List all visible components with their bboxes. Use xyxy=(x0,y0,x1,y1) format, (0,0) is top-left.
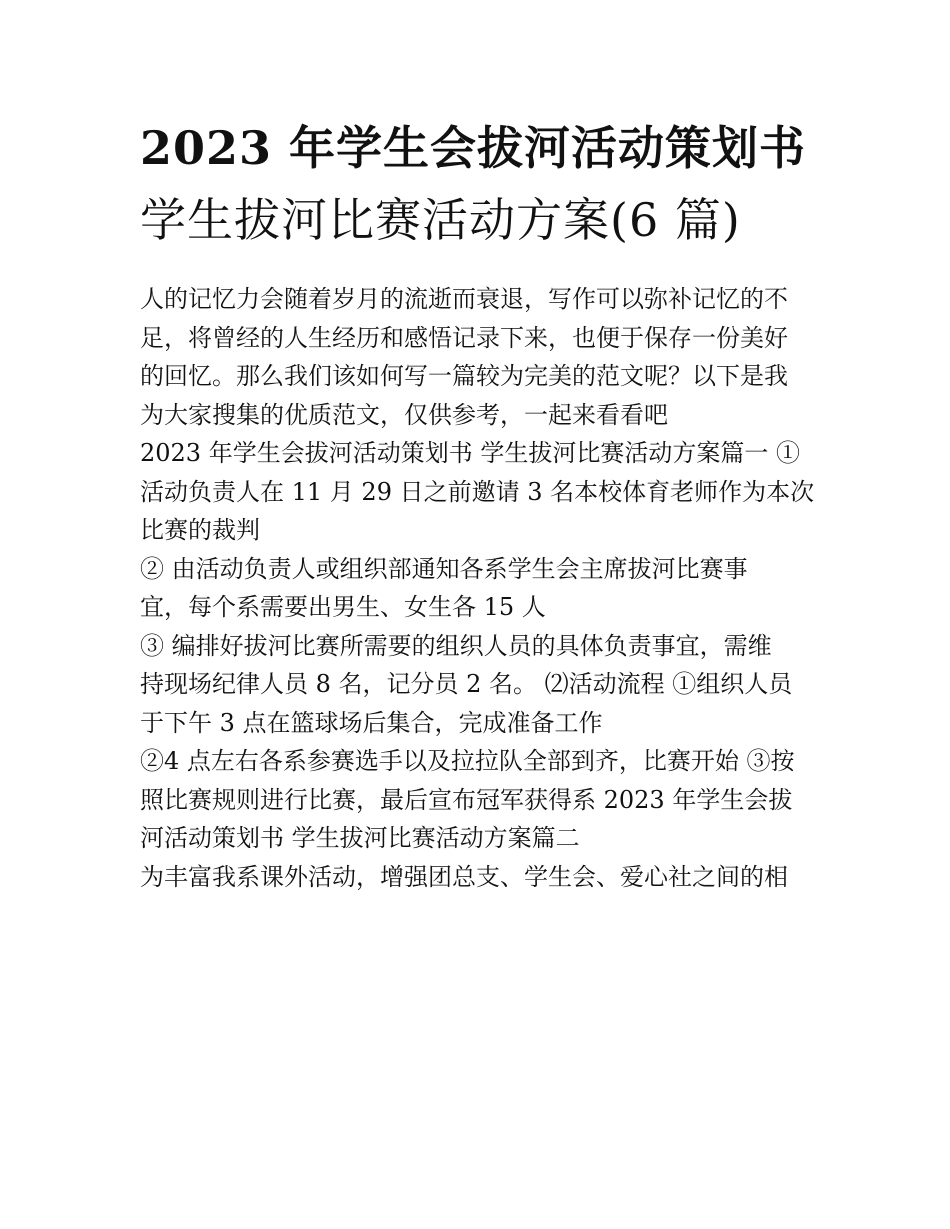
body-line: 比赛的裁判 xyxy=(140,516,260,544)
document-body xyxy=(140,280,830,896)
document-title xyxy=(140,112,830,256)
body-line: ② 由活动负责人或组织部通知各系学生会主席拔河比赛事 xyxy=(140,554,748,583)
title-line-2: 学生拔河比赛活动方案(6 篇) xyxy=(140,193,741,247)
body-line: 足，将曾经的人生经历和感悟记录下来，也便于保存一份美好 xyxy=(140,323,788,352)
body-line: 于下午 3 点在篮球场后集合，完成准备工作 xyxy=(140,708,603,737)
body-line: ③ 编排好拔河比赛所需要的组织人员的具体负责事宜，需维 xyxy=(140,631,772,660)
body-line: ②4 点左右各系参赛选手以及拉拉队全部到齐，比赛开始 ③按 xyxy=(140,747,795,775)
body-line: 宜，每个系需要出男生、女生各 15 人 xyxy=(140,593,546,621)
body-line: 2023 年学生会拔河活动策划书 学生拔河比赛活动方案篇一 ① xyxy=(140,439,800,467)
title-line-1: 2023 年学生会拔河活动策划书 xyxy=(140,121,807,175)
body-line: 河活动策划书 学生拔河比赛活动方案篇二 xyxy=(140,824,580,852)
body-line: 持现场纪律人员 8 名，记分员 2 名。 ⑵活动流程 ①组织人员 xyxy=(140,670,793,698)
body-line: 的回忆。那么我们该如何写一篇较为完美的范文呢？以下是我 xyxy=(140,362,788,390)
body-line: 为大家搜集的优质范文，仅供参考，一起来看看吧 xyxy=(140,400,668,429)
body-line: 人的记忆力会随着岁月的流逝而衰退，写作可以弥补记忆的不 xyxy=(140,285,788,313)
body-line: 为丰富我系课外活动，增强团总支、学生会、爱心社之间的相 xyxy=(140,862,788,891)
body-line: 活动负责人在 11 月 29 日之前邀请 3 名本校体育老师作为本次 xyxy=(140,477,815,506)
body-line: 照比赛规则进行比赛，最后宣布冠军获得系 2023 年学生会拔 xyxy=(140,785,793,814)
